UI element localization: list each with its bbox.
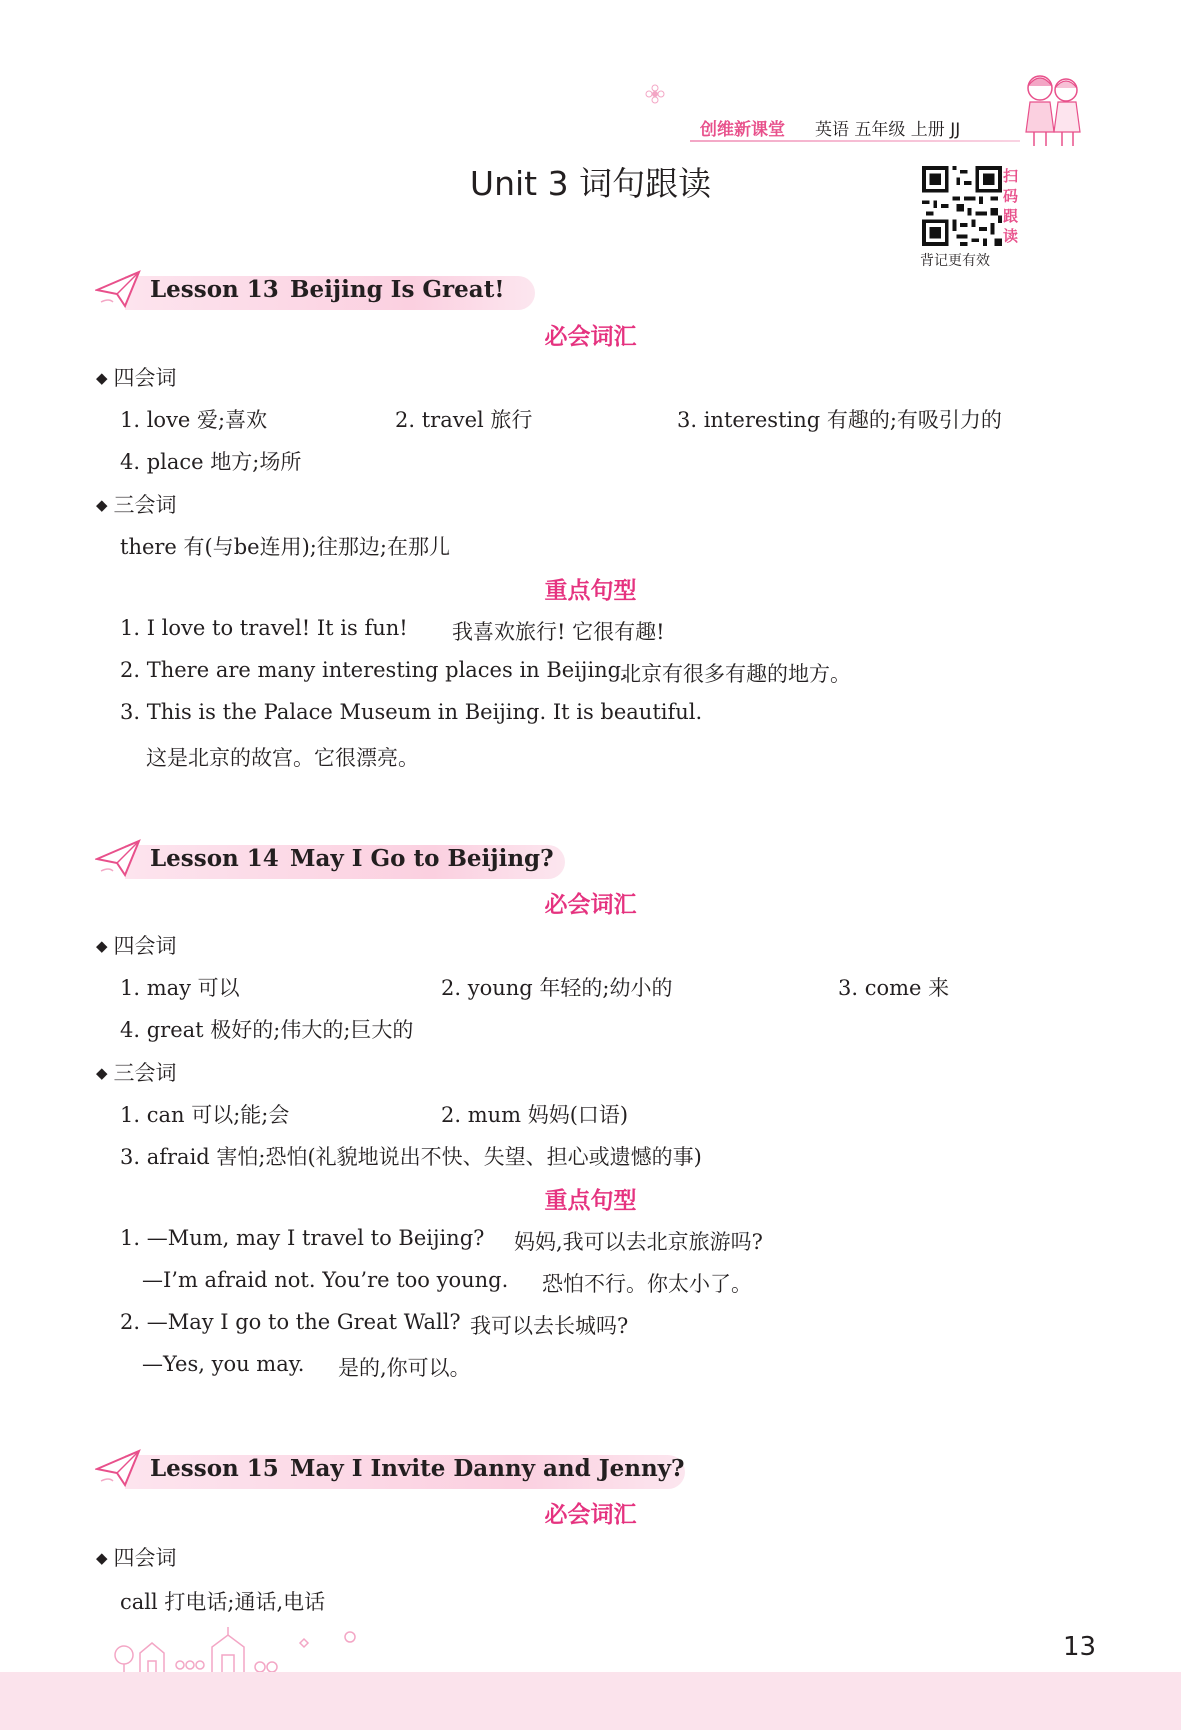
town-illustration-icon: [110, 1625, 370, 1675]
diamond-bullet-icon: ◆: [96, 369, 108, 387]
four-skill-label: ◆ 四会词: [96, 934, 177, 958]
vocab-item: 3. come 来: [838, 976, 950, 1000]
qr-side-label: 扫 码 跟 读: [1003, 167, 1019, 245]
header-divider: [690, 140, 1020, 142]
vocab-item: 2. travel 旅行: [395, 408, 533, 432]
sentence-en: 1. —Mum, may I travel to Beijing?: [120, 1226, 485, 1250]
diamond-bullet-icon: ◆: [96, 1064, 108, 1082]
sentence-cn: 这是北京的故宫。它很漂亮。: [146, 746, 419, 770]
diamond-bullet-icon: ◆: [96, 496, 108, 514]
four-skill-label: ◆ 四会词: [96, 366, 177, 390]
sentence-cn: 是的,你可以。: [338, 1356, 471, 1380]
lesson-number: Lesson 13: [150, 276, 279, 303]
paper-plane-icon: [95, 1447, 143, 1489]
sentence-en: 3. This is the Palace Museum in Beijing. It is beautiful.: [120, 700, 703, 724]
vocab-item: 1. love 爱;喜欢: [120, 408, 268, 432]
three-skill-label: ◆ 三会词: [96, 493, 177, 517]
sentence-en: 1. I love to travel! It is fun!: [120, 616, 408, 640]
unit-title: Unit 3 词句跟读: [469, 164, 712, 203]
vocab-item: 1. can 可以;能;会: [120, 1103, 290, 1127]
vocab-item: 2. young 年轻的;幼小的: [441, 976, 673, 1000]
qr-caption: 背记更有效: [920, 253, 990, 269]
sentence-cn: 恐怕不行。你太小了。: [542, 1272, 752, 1296]
vocab-item: 4. place 地方;场所: [120, 450, 302, 474]
sentence-en: 2. There are many interesting places in Beijing.: [120, 658, 628, 682]
lesson-14-banner: [95, 831, 575, 883]
vocab-item: call 打电话;通话,电话: [120, 1590, 326, 1614]
paper-plane-icon: [95, 837, 143, 879]
lesson-15-banner: [95, 1441, 695, 1493]
paper-plane-icon: [95, 268, 143, 310]
four-skill-label: ◆ 四会词: [96, 1546, 177, 1570]
diamond-bullet-icon: ◆: [96, 937, 108, 955]
diamond-bullet-icon: ◆: [96, 1549, 108, 1567]
header-brand: 创维新课堂: [700, 120, 785, 140]
sentence-heading: 重点句型: [544, 578, 637, 604]
vocab-item: 3. interesting 有趣的;有吸引力的: [677, 408, 1002, 432]
three-skill-label: ◆ 三会词: [96, 1061, 177, 1085]
vocab-item: 2. mum 妈妈(口语): [441, 1103, 629, 1127]
lesson-title: May I Go to Beijing?: [290, 845, 554, 872]
cartoon-girls-icon: [1018, 70, 1088, 150]
lesson-title: May I Invite Danny and Jenny?: [290, 1455, 685, 1482]
lesson-title: Beijing Is Great!: [290, 276, 505, 303]
sentence-en: —I’m afraid not. You’re too young.: [142, 1268, 509, 1292]
sentence-heading: 重点句型: [544, 1188, 637, 1214]
sentence-cn: 我喜欢旅行! 它很有趣!: [452, 620, 665, 644]
footer-band: [0, 1672, 1181, 1730]
vocab-item: 4. great 极好的;伟大的;巨大的: [120, 1018, 414, 1042]
header-subject: 英语 五年级 上册 JJ: [815, 120, 961, 140]
vocab-item: 3. afraid 害怕;恐怕(礼貌地说出不快、失望、担心或遗憾的事): [120, 1145, 702, 1169]
lesson-number: Lesson 14: [150, 845, 279, 872]
vocab-item: 1. may 可以: [120, 976, 240, 1000]
lesson-13-banner: [95, 262, 535, 314]
sentence-cn: 北京有很多有趣的地方。: [620, 662, 851, 686]
qr-code-icon[interactable]: [922, 166, 1002, 246]
sentence-en: —Yes, you may.: [142, 1352, 305, 1376]
vocab-item: there 有(与be连用);往那边;在那儿: [120, 535, 450, 559]
sentence-cn: 妈妈,我可以去北京旅游吗?: [514, 1230, 763, 1254]
lesson-number: Lesson 15: [150, 1455, 279, 1482]
vocab-heading: 必会词汇: [544, 892, 637, 918]
page-number: 13: [1063, 1632, 1097, 1662]
sentence-en: 2. —May I go to the Great Wall?: [120, 1310, 461, 1334]
vocab-heading: 必会词汇: [544, 324, 637, 350]
vocab-heading: 必会词汇: [544, 1502, 637, 1528]
sentence-cn: 我可以去长城吗?: [470, 1314, 629, 1338]
flower-icon: [645, 84, 665, 104]
